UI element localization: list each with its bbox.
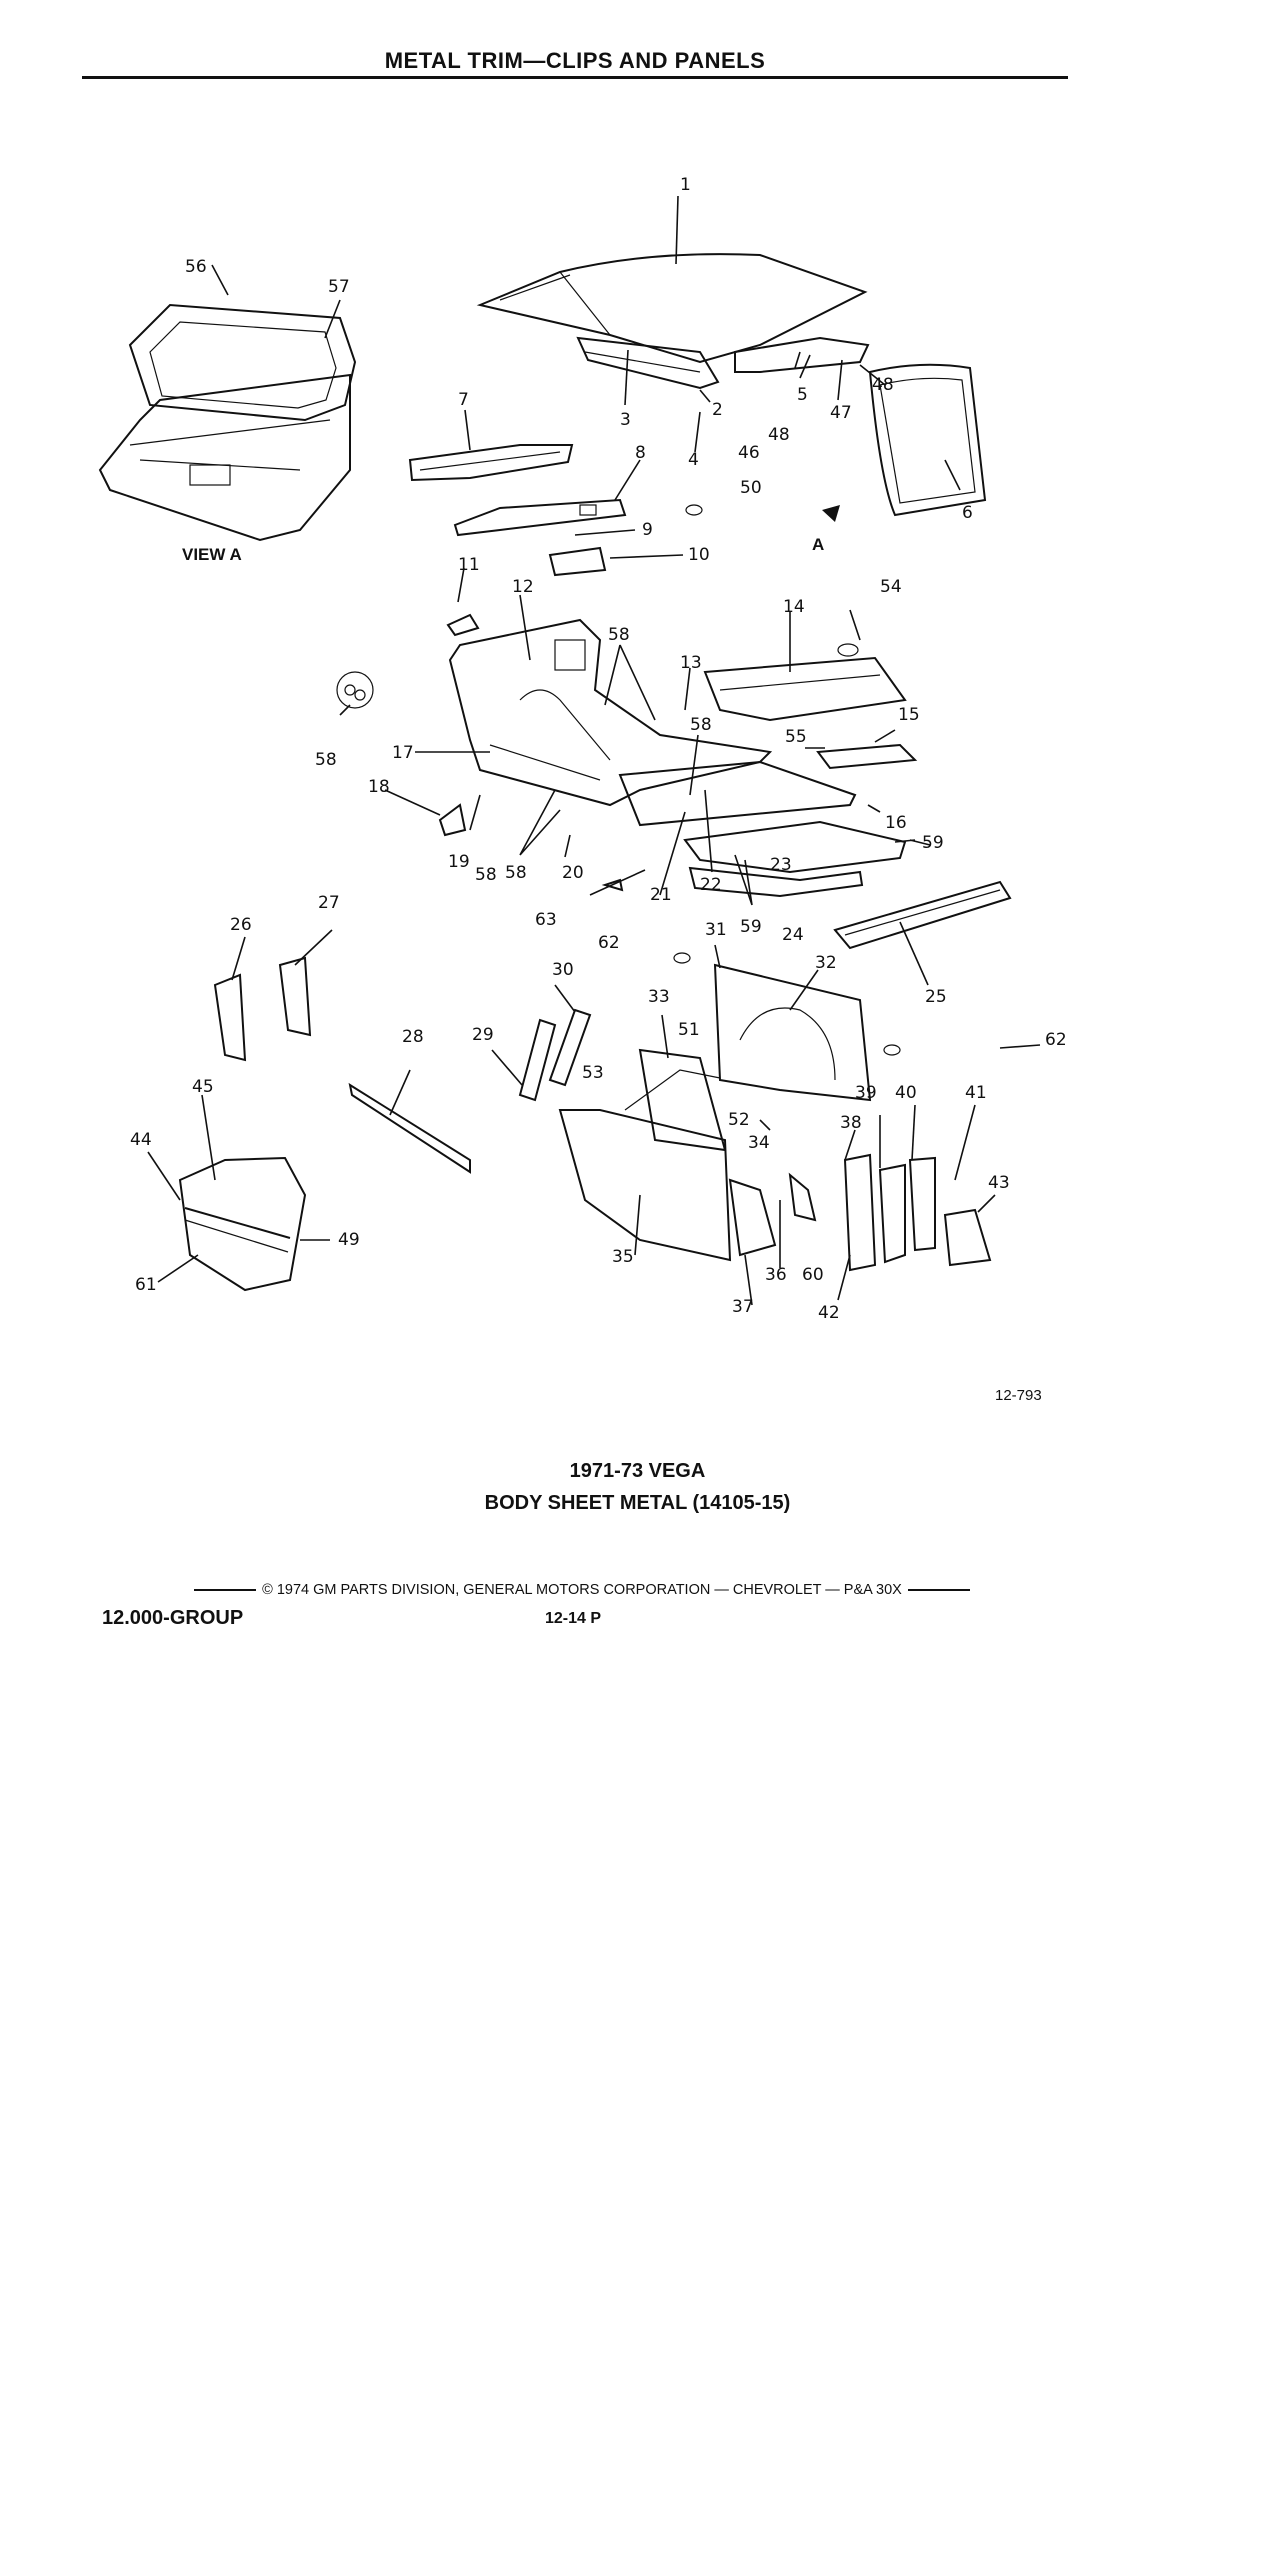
callout-33: 33 <box>648 987 670 1007</box>
page-title: METAL TRIM—CLIPS AND PANELS <box>384 48 766 73</box>
footer-rule-right <box>908 1589 970 1591</box>
callout-63: 63 <box>535 910 557 930</box>
callout-55: 55 <box>785 727 807 747</box>
rear-header-part <box>735 338 868 372</box>
figure-code: 12-793 <box>995 1387 1042 1404</box>
callout-35: 35 <box>612 1247 634 1267</box>
callout-58d: 58 <box>475 865 497 885</box>
callout-59a: 59 <box>922 833 944 853</box>
callout-5: 5 <box>797 385 808 405</box>
callout-15: 15 <box>898 705 920 725</box>
callout-1: 1 <box>680 175 691 195</box>
page-number: 12-14 P <box>545 1610 602 1627</box>
rear-floor-part <box>705 658 905 720</box>
view-a-label: VIEW A <box>182 545 242 564</box>
floor-pan-part <box>450 620 770 805</box>
callout-61: 61 <box>135 1275 157 1295</box>
footer-rule-left <box>194 1589 256 1591</box>
group-label: 12.000-GROUP <box>102 1607 244 1629</box>
callout-27: 27 <box>318 893 340 913</box>
callout-44: 44 <box>130 1130 152 1150</box>
roof-rail-part <box>578 338 718 388</box>
callout-36: 36 <box>765 1265 787 1285</box>
callout-48a: 48 <box>768 425 790 445</box>
roof-panel-part <box>480 254 865 362</box>
callout-46: 46 <box>738 443 760 463</box>
callout-48b: 48 <box>872 375 894 395</box>
callout-31: 31 <box>705 920 727 940</box>
callout-42: 42 <box>818 1303 840 1323</box>
callout-14: 14 <box>783 597 805 617</box>
callout-19: 19 <box>448 852 470 872</box>
callout-56: 56 <box>185 257 207 277</box>
callout-39: 39 <box>855 1083 877 1103</box>
callout-9: 9 <box>642 520 653 540</box>
callout-25: 25 <box>925 987 947 1007</box>
callout-16: 16 <box>885 813 907 833</box>
callout-6: 6 <box>962 503 973 523</box>
callout-38: 38 <box>840 1113 862 1133</box>
callout-30: 30 <box>552 960 574 980</box>
caption-title: 1971-73 VEGA <box>569 1460 706 1482</box>
callout-26: 26 <box>230 915 252 935</box>
callout-62a: 62 <box>598 933 620 953</box>
callout-54: 54 <box>880 577 902 597</box>
view-a-hatch-frame <box>100 305 355 540</box>
door-frame-part <box>640 1050 725 1150</box>
callout-20: 20 <box>562 863 584 883</box>
caption-subtitle: BODY SHEET METAL (14105-15) <box>484 1492 791 1514</box>
callout-24: 24 <box>782 925 804 945</box>
callout-58a: 58 <box>315 750 337 770</box>
callout-60: 60 <box>802 1265 824 1285</box>
footer-copyright <box>102 1582 1062 1598</box>
callout-50: 50 <box>740 478 762 498</box>
callout-8: 8 <box>635 443 646 463</box>
view-a-arrow-icon <box>822 505 840 522</box>
callout-7: 7 <box>458 390 469 410</box>
callout-43: 43 <box>988 1173 1010 1193</box>
callout-2: 2 <box>712 400 723 420</box>
dash-panel-part <box>455 500 625 535</box>
callout-32: 32 <box>815 953 837 973</box>
callout-41: 41 <box>965 1083 987 1103</box>
callout-52: 52 <box>728 1110 750 1130</box>
callout-labels <box>130 175 1067 1323</box>
callout-37: 37 <box>732 1297 754 1317</box>
view-a-marker-label: A <box>812 535 825 554</box>
callout-13: 13 <box>680 653 702 673</box>
callout-4: 4 <box>688 450 699 470</box>
callout-29: 29 <box>472 1025 494 1045</box>
fender-part <box>215 958 310 1060</box>
cowl-part <box>410 445 572 480</box>
callout-12: 12 <box>512 577 534 597</box>
callout-59b: 59 <box>740 917 762 937</box>
callout-3: 3 <box>620 410 631 430</box>
callout-45: 45 <box>192 1077 214 1097</box>
pillar-part <box>520 1010 590 1100</box>
callout-28: 28 <box>402 1027 424 1047</box>
callout-18: 18 <box>368 777 390 797</box>
rocker-part <box>350 1085 470 1172</box>
sill-part <box>818 745 915 768</box>
callout-40: 40 <box>895 1083 917 1103</box>
wheelhouse-part <box>730 1155 990 1270</box>
side-rail-part <box>835 882 1010 948</box>
callout-11: 11 <box>458 555 480 575</box>
callout-17: 17 <box>392 743 414 763</box>
callout-23: 23 <box>770 855 792 875</box>
callout-47: 47 <box>830 403 852 423</box>
callout-22: 22 <box>700 875 722 895</box>
callout-57: 57 <box>328 277 350 297</box>
callout-58e: 58 <box>505 863 527 883</box>
trunk-floor-part <box>620 762 855 825</box>
callout-21: 21 <box>650 885 672 905</box>
copyright-text: © 1974 GM PARTS DIVISION, GENERAL MOTORS CORPORATION — CHEVROLET — P&A 30X <box>262 1582 902 1598</box>
door-part <box>180 1158 305 1290</box>
bracket-part <box>550 548 605 575</box>
quarter-inner-part <box>715 965 870 1100</box>
callout-49: 49 <box>338 1230 360 1250</box>
callout-51: 51 <box>678 1020 700 1040</box>
callout-34: 34 <box>748 1133 770 1153</box>
quarter-panel-part <box>560 1070 730 1260</box>
callout-58b: 58 <box>608 625 630 645</box>
callout-58c: 58 <box>690 715 712 735</box>
callout-10: 10 <box>688 545 710 565</box>
callout-53: 53 <box>582 1063 604 1083</box>
callout-62b: 62 <box>1045 1030 1067 1050</box>
